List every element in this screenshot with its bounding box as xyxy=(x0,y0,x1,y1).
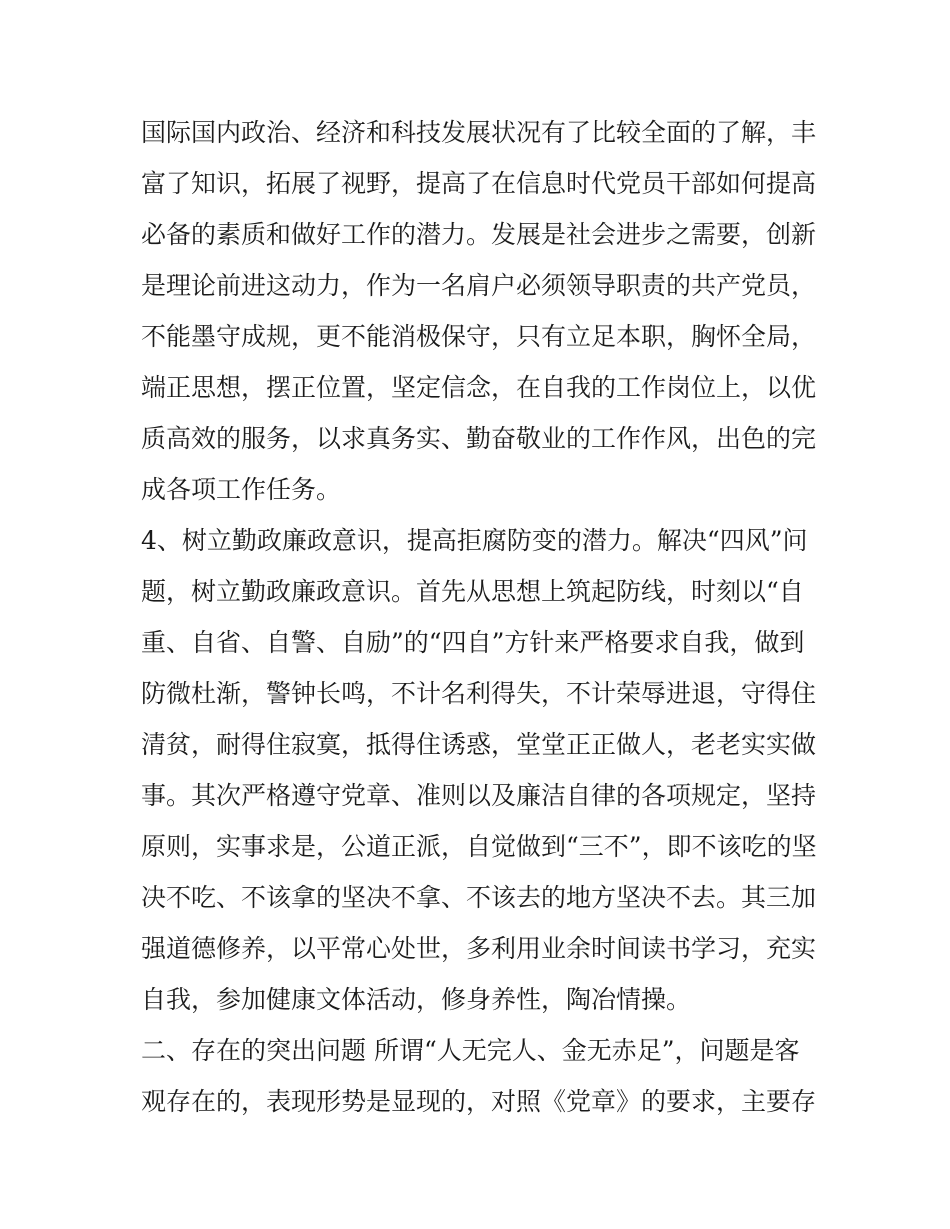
section-heading-line: 二、存在的突出问题 所谓“人无完人、金无赤足”，问题是客 xyxy=(141,1036,800,1065)
text-line: 事。其次严格遵守党章、准则以及廉洁自律的各项规定，坚持 xyxy=(141,781,817,810)
text-line: 富了知识，拓展了视野，提高了在信息时代党员干部如何提高 xyxy=(141,169,817,198)
body-text xyxy=(141,107,831,1127)
text-line: 重、自省、自警、自励”的“四自”方针来严格要求自我，做到 xyxy=(141,628,805,657)
text-line: 防微杜渐，警钟长鸣，不计名利得失，不计荣辱进退，守得住 xyxy=(141,679,817,708)
text-line: 题，树立勤政廉政意识。首先从思想上筑起防线，时刻以“自 xyxy=(141,577,804,606)
text-line: 端正思想，摆正位置，坚定信念，在自我的工作岗位上，以优 xyxy=(141,373,817,402)
text-line: 观存在的，表现形势是显现的，对照《党章》的要求，主要存 xyxy=(141,1087,817,1116)
text-line: 是理论前进这动力，作为一名肩户必须领导职责的共产党员， xyxy=(141,271,817,300)
text-line: 决不吃、不该拿的坚决不拿、不该去的地方坚决不去。其三加 xyxy=(141,883,817,912)
text-line: 成各项工作任务。 xyxy=(141,475,342,504)
text-line: 质高效的服务，以求真务实、勤奋敬业的工作作风，出色的完 xyxy=(141,424,817,453)
text-line: 不能墨守成规，更不能消极保守，只有立足本职，胸怀全局， xyxy=(141,322,817,351)
text-line: 自我，参加健康文体活动，修身养性，陶冶情操。 xyxy=(141,985,692,1014)
text-line: 国际国内政治、经济和科技发展状况有了比较全面的了解，丰 xyxy=(141,118,817,147)
text-line: 强道德修养，以平常心处世，多利用业余时间读书学习，充实 xyxy=(141,934,817,963)
text-line: 必备的素质和做好工作的潜力。发展是社会进步之需要，创新 xyxy=(141,220,817,249)
section-heading-line: 4、树立勤政廉政意识，提高拒腐防变的潜力。解决“四风”问 xyxy=(141,526,808,555)
text-line: 清贫，耐得住寂寞，抵得住诱惑，堂堂正正做人，老老实实做 xyxy=(141,730,817,759)
text-line: 原则，实事求是，公道正派，自觉做到“三不”，即不该吃的坚 xyxy=(141,832,817,861)
